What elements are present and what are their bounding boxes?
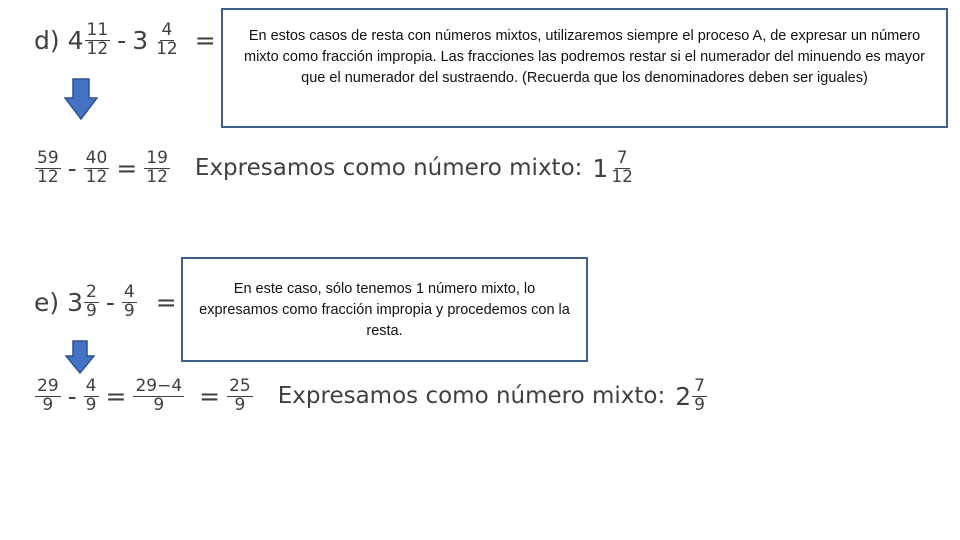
note-text: En este caso, sólo tenemos 1 número mixto, lo expresamos como fracción impropia y procedemos con la resta. [199,281,570,339]
fraction: $\frac{2}{9}$ [86,282,97,321]
mixed-whole: 3 [132,25,149,55]
equals-sign: = [155,287,177,317]
fraction: $\frac{29-4}{9}$ [135,376,183,415]
problem-e-label: e) [34,287,60,317]
note-text: En estos casos de resta con números mixtos, utilizaremos siempre el proceso A, de expresar un número mixto como fracción impropia. Las fracciones las podremos restar si el numerador del minuendo es mayor que el numerador del sustraendo. (Recuerda que los denominadores deben ser iguales) [244,28,925,86]
note-box [181,257,588,362]
mixed-number-label: Expresamos como número mixto: [277,383,666,410]
mixed-whole: 3 [67,287,84,317]
equals-sign: = [105,381,127,411]
equals-sign: = [116,153,138,183]
fraction: $\frac{11}{12}$ [86,20,109,59]
mixed-number-label: Expresamos como número mixto: [194,155,583,182]
fraction: $\frac{4}{9}$ [85,376,97,415]
mixed-whole: 4 [67,25,84,55]
solution-d [34,150,636,187]
fraction: $\frac{7}{9}$ [694,376,705,415]
fraction: $\frac{4}{12}$ [156,20,178,59]
fraction: $\frac{25}{9}$ [229,376,251,415]
equals-sign: = [194,25,216,55]
fraction: $\frac{59}{12}$ [37,148,59,187]
mixed-whole: 2 [675,381,692,411]
minus-sign: - [117,25,127,55]
problem-d [34,22,222,59]
arrow-down-icon [64,78,98,120]
note-box [221,8,948,128]
fraction: $\frac{29}{9}$ [37,376,59,415]
fraction: $\frac{4}{9}$ [123,282,135,321]
solution-e [34,378,708,415]
problem-e [34,284,183,321]
fraction: $\frac{40}{12}$ [85,148,108,187]
problem-d-label: d) [34,25,60,55]
arrow-down-icon [65,340,95,374]
minus-sign: - [105,287,115,317]
mixed-whole: 1 [592,153,609,183]
minus-sign: - [67,153,77,183]
minus-sign: - [67,381,77,411]
fraction: $\frac{7}{12}$ [611,148,633,187]
fraction: $\frac{19}{12}$ [146,148,168,187]
equals-sign: = [199,381,221,411]
